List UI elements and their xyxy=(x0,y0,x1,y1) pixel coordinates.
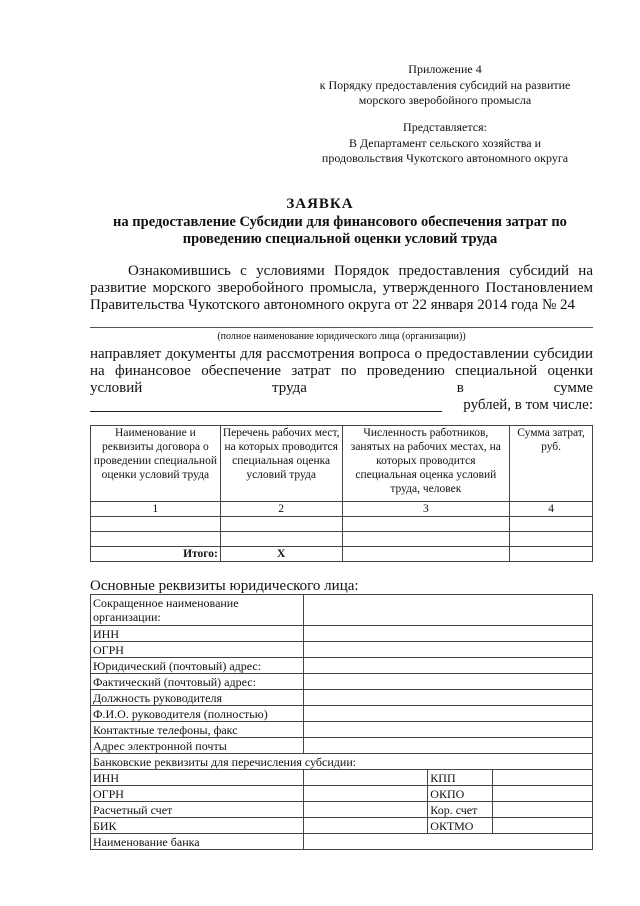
submitted-to-block xyxy=(300,120,590,167)
label-corr-account: Кор. счет xyxy=(428,802,493,818)
sends-line-1: направляет документы для рассмотрения вопроса о предоставлении субсидии xyxy=(90,346,593,362)
intro-line-3: Правительства Чукотского автономного округа от 22 января 2014 года № 24 xyxy=(90,297,576,313)
organization-name-hint: (полное наименование юридического лица (организации)) xyxy=(217,331,466,342)
requisites-title: Основные реквизиты юридического лица: xyxy=(90,578,359,594)
table-cell[interactable] xyxy=(510,517,593,532)
table-row xyxy=(91,770,593,786)
subtitle-line-1: на предоставление Субсидии для финансового обеспечения затрат по xyxy=(113,214,567,230)
table-row xyxy=(91,754,593,770)
requisites-table xyxy=(90,594,593,850)
table-row xyxy=(91,706,593,722)
value-email[interactable] xyxy=(303,738,592,754)
total-label: Итого: xyxy=(91,547,221,562)
total-employees-cell[interactable] xyxy=(342,547,510,562)
label-oktmo: ОКТМО xyxy=(428,818,493,834)
table-cell[interactable] xyxy=(510,532,593,547)
table-row xyxy=(91,642,593,658)
value-corr-account[interactable] xyxy=(493,802,593,818)
sends-line-4 xyxy=(90,397,593,414)
organization-name-line[interactable] xyxy=(90,327,593,328)
intro-line-2: развитие морского зверобойного промысла, утвержденного Постановлением xyxy=(90,280,593,296)
table-row xyxy=(91,532,593,547)
table-row xyxy=(91,786,593,802)
value-short-name[interactable] xyxy=(303,595,592,626)
label-account: Расчетный счет xyxy=(91,802,304,818)
submitted-to-line-3: продовольствия Чукотского автономного округа xyxy=(321,151,569,165)
document-title: ЗАЯВКА xyxy=(286,196,354,212)
table-row xyxy=(91,802,593,818)
label-inn: ИНН xyxy=(91,626,304,642)
label-head-name: Ф.И.О. руководителя (полностью) xyxy=(91,706,304,722)
label-bank-inn: ИНН xyxy=(91,770,304,786)
document-subtitle xyxy=(90,214,590,248)
cost-table-total-row xyxy=(91,547,593,562)
value-bank-name[interactable] xyxy=(303,834,592,850)
table-cell[interactable] xyxy=(91,532,221,547)
annex-header xyxy=(300,62,590,109)
value-ogrn[interactable] xyxy=(303,642,592,658)
value-bank-ogrn[interactable] xyxy=(303,786,428,802)
annex-line-1: Приложение 4 xyxy=(408,62,482,76)
sends-word-sum: сумме xyxy=(553,380,593,396)
total-sum-cell[interactable] xyxy=(510,547,593,562)
subtitle-line-2: проведению специальной оценки условий труда xyxy=(182,231,498,247)
sends-line-3 xyxy=(90,380,593,397)
sends-line-2: на финансовое обеспечение затрат по проведению специальной оценки xyxy=(90,363,593,379)
label-email: Адрес электронной почты xyxy=(91,738,304,754)
table-cell[interactable] xyxy=(342,532,510,547)
label-bik: БИК xyxy=(91,818,304,834)
table-row xyxy=(91,818,593,834)
column-number: 4 xyxy=(510,502,593,517)
header-workplaces: Перечень рабочих мест, на которых проводится специальная оценка условий труда xyxy=(220,426,342,502)
table-row xyxy=(91,834,593,850)
label-short-name: Сокращенное наименование организации: xyxy=(91,595,304,626)
label-kpp: КПП xyxy=(428,770,493,786)
submitted-to-line-2: В Департамент сельского хозяйства и xyxy=(348,135,542,150)
annex-line-2: к Порядку предоставления субсидий на развитие xyxy=(319,77,571,92)
table-cell[interactable] xyxy=(342,517,510,532)
rubles-text: рублей, в том числе: xyxy=(463,397,593,413)
table-cell[interactable] xyxy=(220,532,342,547)
value-oktmo[interactable] xyxy=(493,818,593,834)
label-actual-address: Фактический (почтовый) адрес: xyxy=(91,674,304,690)
cost-table-header-row xyxy=(91,426,593,502)
submitted-to-line-1: Представляется: xyxy=(403,120,487,134)
cost-table xyxy=(90,425,593,562)
value-okpo[interactable] xyxy=(493,786,593,802)
sends-word-conditions: условий xyxy=(90,380,143,396)
label-bank-ogrn: ОГРН xyxy=(91,786,304,802)
value-actual-address[interactable] xyxy=(303,674,592,690)
value-inn[interactable] xyxy=(303,626,592,642)
table-row xyxy=(91,690,593,706)
intro-paragraph xyxy=(90,263,593,314)
annex-line-3: морского зверобойного промысла xyxy=(358,93,532,107)
column-number: 3 xyxy=(342,502,510,517)
table-row xyxy=(91,722,593,738)
table-row xyxy=(91,658,593,674)
label-okpo: ОКПО xyxy=(428,786,493,802)
table-row xyxy=(91,595,593,626)
column-number: 2 xyxy=(220,502,342,517)
table-row xyxy=(91,626,593,642)
header-employees: Численность работников, занятых на рабочих местах, на которых проводится специальная оценка условий труда, человек xyxy=(342,426,510,502)
value-bik[interactable] xyxy=(303,818,428,834)
table-row xyxy=(91,517,593,532)
value-legal-address[interactable] xyxy=(303,658,592,674)
value-kpp[interactable] xyxy=(493,770,593,786)
sends-word-labor: труда xyxy=(272,380,307,396)
intro-line-1: Ознакомившись с условиями Порядок предоставления субсидий на xyxy=(128,263,593,279)
label-phones: Контактные телефоны, факс xyxy=(91,722,304,738)
table-row xyxy=(91,738,593,754)
value-bank-inn[interactable] xyxy=(303,770,428,786)
value-head-name[interactable] xyxy=(303,706,592,722)
cost-table-number-row xyxy=(91,502,593,517)
total-mark: Х xyxy=(220,547,342,562)
sends-word-in: в xyxy=(456,380,464,396)
table-cell[interactable] xyxy=(220,517,342,532)
value-account[interactable] xyxy=(303,802,428,818)
value-phones[interactable] xyxy=(303,722,592,738)
table-row xyxy=(91,674,593,690)
amount-blank-line[interactable] xyxy=(90,411,442,412)
label-bank-name: Наименование банка xyxy=(91,834,304,850)
label-head-position: Должность руководителя xyxy=(91,690,304,706)
label-legal-address: Юридический (почтовый) адрес: xyxy=(91,658,304,674)
bank-requisites-title: Банковские реквизиты для перечисления субсидии: xyxy=(91,754,593,770)
header-contract: Наименование и реквизиты договора о проведении специальной оценки условий труда xyxy=(91,426,221,502)
header-sum: Сумма затрат, руб. xyxy=(510,426,593,502)
column-number: 1 xyxy=(91,502,221,517)
value-head-position[interactable] xyxy=(303,690,592,706)
label-ogrn: ОГРН xyxy=(91,642,304,658)
table-cell[interactable] xyxy=(91,517,221,532)
sends-paragraph xyxy=(90,346,593,414)
